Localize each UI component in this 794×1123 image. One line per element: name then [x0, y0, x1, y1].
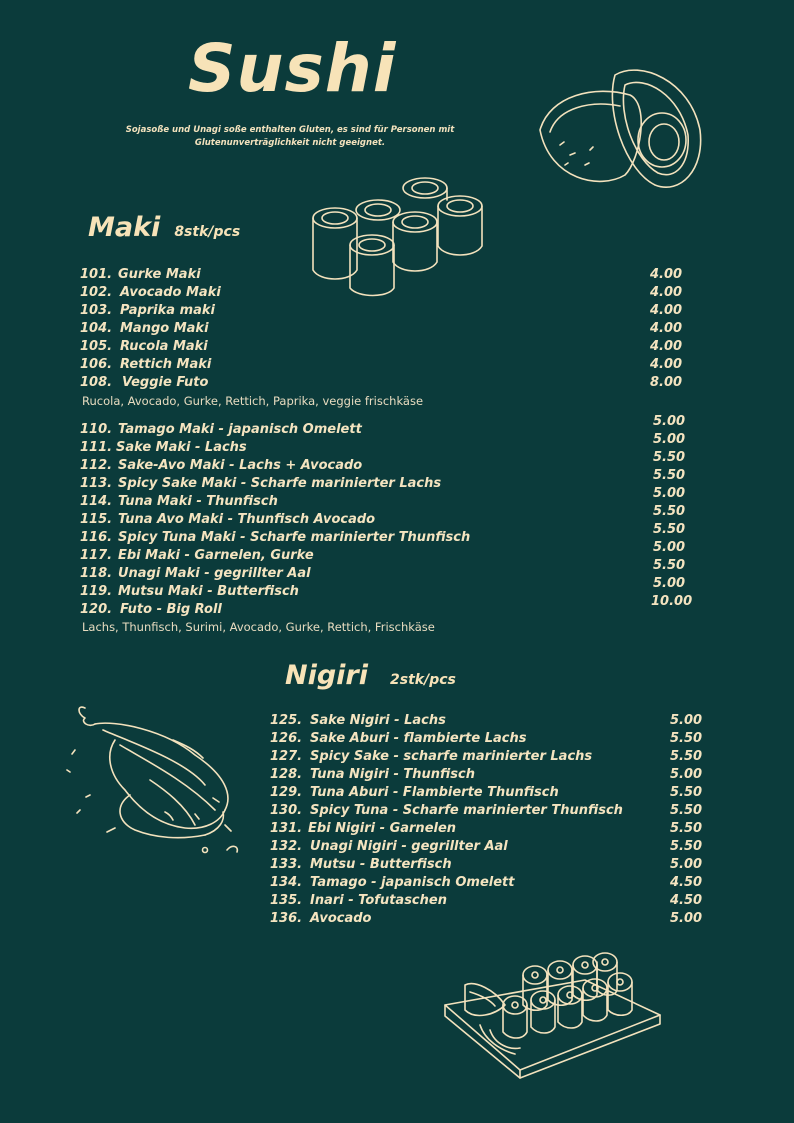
price: 5.00: [653, 414, 686, 429]
price: 5.50: [670, 803, 703, 818]
price: 5.50: [653, 522, 686, 537]
price: 5.50: [653, 558, 686, 573]
price: 5.00: [670, 857, 703, 872]
maki-unit: 8stk/pcs: [174, 224, 241, 240]
price: 4.00: [650, 267, 683, 282]
list-item: 111. Sake Maki - Lachs: [80, 440, 247, 455]
price: 5.00: [653, 540, 686, 555]
price: 4.00: [650, 357, 683, 372]
price: 5.00: [653, 576, 686, 591]
price: 4.00: [650, 339, 683, 354]
maki-heading: [88, 212, 240, 243]
big-roll-ingredients: Lachs, Thunfisch, Surimi, Avocado, Gurke, Rettich, Frischkäse: [82, 620, 435, 634]
maki-rolls-illustration: [300, 170, 500, 305]
avocado-illustration: [530, 60, 710, 200]
nigiri-heading: [285, 660, 456, 691]
sushi-platter-illustration: [435, 950, 665, 1080]
list-item: 114. Tuna Maki - Thunfisch: [80, 494, 278, 509]
list-item: 104. Mango Maki: [80, 321, 209, 336]
list-item: 135. Inari - Tofutaschen: [270, 893, 447, 908]
list-item: 128. Tuna Nigiri - Thunfisch: [270, 767, 475, 782]
price: 4.00: [650, 285, 683, 300]
price: 5.50: [670, 749, 703, 764]
nigiri-title: Nigiri: [285, 660, 369, 691]
list-item: 134. Tamago - japanisch Omelett: [270, 875, 515, 890]
price: 5.50: [670, 785, 703, 800]
price: 5.00: [670, 767, 703, 782]
price: 5.00: [653, 486, 686, 501]
list-item: 119. Mutsu Maki - Butterfisch: [80, 584, 299, 599]
price: 5.50: [670, 821, 703, 836]
list-item: 118. Unagi Maki - gegrillter Aal: [80, 566, 311, 581]
price: 4.50: [670, 893, 703, 908]
list-item: 115. Tuna Avo Maki - Thunfisch Avocado: [80, 512, 376, 527]
list-item: 101. Gurke Maki: [80, 267, 201, 282]
list-item: 130. Spicy Tuna - Scharfe marinierter Thunfisch: [270, 803, 623, 818]
list-item: 132. Unagi Nigiri - gegrillter Aal: [270, 839, 508, 854]
price: 5.50: [670, 731, 703, 746]
list-item: 131. Ebi Nigiri - Garnelen: [270, 821, 457, 836]
price: 4.00: [650, 303, 683, 318]
price: 5.50: [653, 450, 686, 465]
price: 4.50: [670, 875, 703, 890]
price: 5.50: [653, 468, 686, 483]
list-item: 108. Veggie Futo: [80, 375, 209, 390]
price: 4.00: [650, 321, 683, 336]
maki-title: Maki: [88, 212, 161, 243]
list-item: 113. Spicy Sake Maki - Scharfe marinierter Lachs: [80, 476, 442, 491]
list-item: 116. Spicy Tuna Maki - Scharfe marinierter Thunfisch: [80, 530, 471, 545]
price: 5.00: [653, 432, 686, 447]
list-item: 112. Sake-Avo Maki - Lachs + Avocado: [80, 458, 363, 473]
list-item: 102. Avocado Maki: [80, 285, 221, 300]
price: 8.00: [650, 375, 683, 390]
list-item: 120. Futo - Big Roll: [80, 602, 222, 617]
gluten-notice: Sojasoße und Unagi soße enthalten Gluten, es sind für Personen mit Glutenunverträglichkeit nicht geeignet.: [125, 125, 455, 148]
list-item: 106. Rettich Maki: [80, 357, 212, 372]
list-item: 103. Paprika maki: [80, 303, 216, 318]
list-item: 133. Mutsu - Butterfisch: [270, 857, 452, 872]
list-item: 117. Ebi Maki - Garnelen, Gurke: [80, 548, 314, 563]
list-item: 105. Rucola Maki: [80, 339, 208, 354]
list-item: 127. Spicy Sake - scharfe marinierter Lachs: [270, 749, 593, 764]
price: 5.00: [670, 713, 703, 728]
nigiri-unit: 2stk/pcs: [390, 672, 456, 688]
price: 10.00: [651, 594, 693, 609]
page-title: Sushi: [188, 30, 397, 107]
price: 5.00: [670, 911, 703, 926]
list-item: 136. Avocado: [270, 911, 372, 926]
list-item: 125. Sake Nigiri - Lachs: [270, 713, 446, 728]
veggie-futo-ingredients: Rucola, Avocado, Gurke, Rettich, Paprika, veggie frischkäse: [82, 394, 424, 408]
nigiri-illustration: [55, 700, 245, 865]
price: 5.50: [653, 504, 686, 519]
list-item: 110. Tamago Maki - japanisch Omelett: [80, 422, 362, 437]
price: 5.50: [670, 839, 703, 854]
list-item: 126. Sake Aburi - flambierte Lachs: [270, 731, 527, 746]
list-item: 129. Tuna Aburi - Flambierte Thunfisch: [270, 785, 559, 800]
